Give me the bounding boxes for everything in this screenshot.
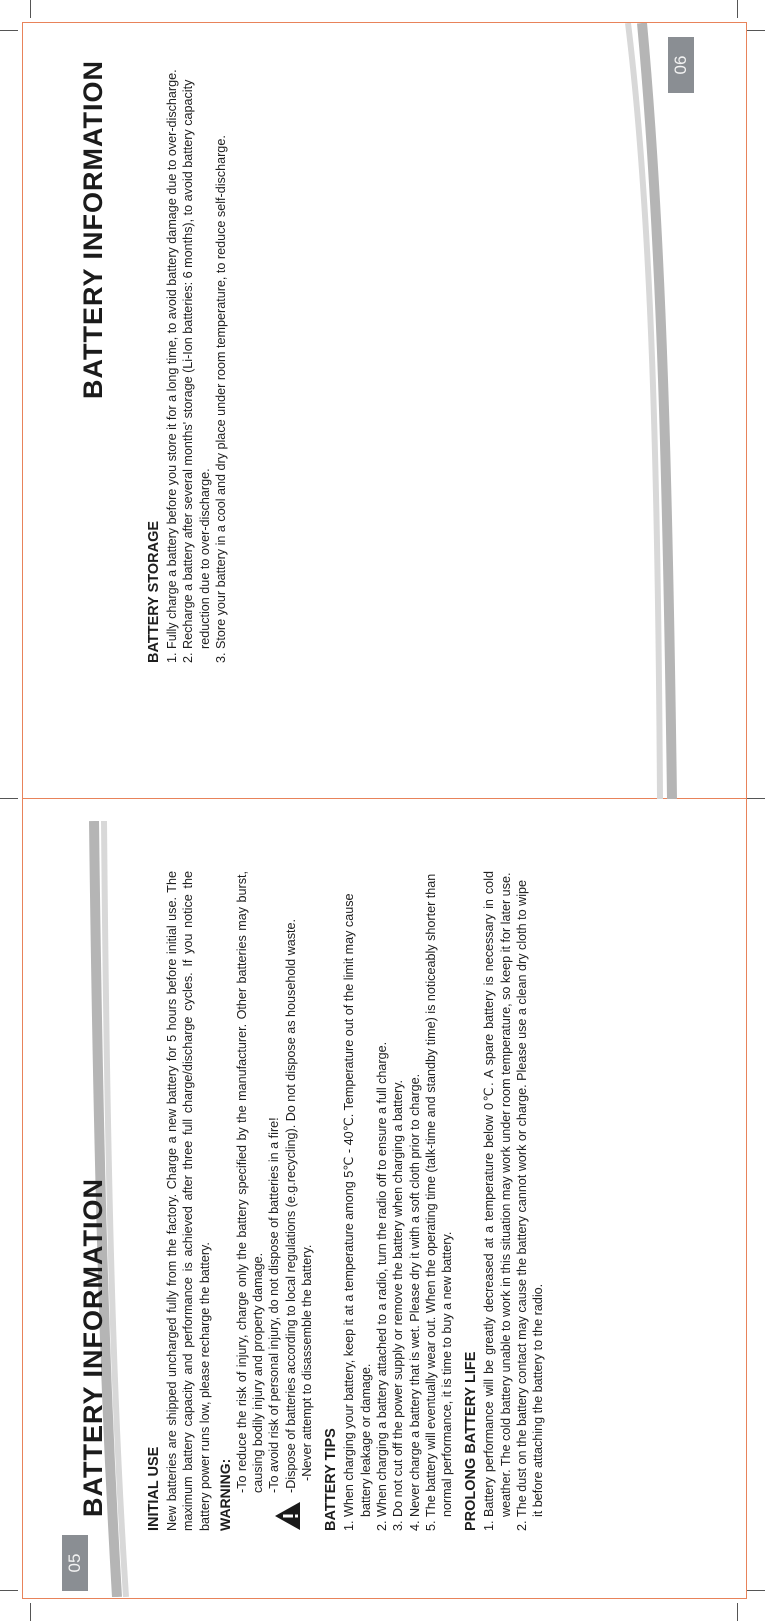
- warning-item: -To reduce the risk of injury, charge only the battery specified by the manufacturer. Other batteries may burst, causing bodily injury and property damage.: [234, 871, 266, 1493]
- list-item: 2. The dust on the battery contact may cause the battery cannot work or charge. Please use a clean dry cloth to wipe it before attaching the battery to the radio.: [515, 879, 546, 1531]
- page-06-body: [144, 43, 229, 663]
- page-06: [22, 23, 747, 799]
- crop-mark: [0, 798, 18, 799]
- warning-item: -Dispose of batteries according to local regulations (e.g.recycling). Do not dispose as household waste.: [283, 918, 298, 1493]
- page-title: BATTERY INFORMATION: [78, 60, 108, 399]
- list-item: 1. Fully charge a battery before you store it for a long time, to avoid battery damage due to over-discharge.: [165, 69, 179, 663]
- crop-mark: [0, 1590, 18, 1591]
- section-heading-initial-use: INITIAL USE: [146, 1446, 162, 1531]
- page-05: [22, 821, 747, 1597]
- warning-triangle-icon: [274, 1501, 301, 1531]
- page-title: BATTERY INFORMATION: [78, 1178, 108, 1517]
- warning-item: -Never attempt to disassemble the battery.: [300, 1244, 315, 1481]
- list-item: 5. The battery will eventually wear out. When the operating time (talk-time and standby time) is noticeably shorter than normal performance, it is time to buy a new battery.: [423, 873, 455, 1531]
- battery-tips-list: [341, 871, 455, 1531]
- crop-mark: [737, 0, 738, 18]
- crop-mark: [0, 30, 18, 31]
- warning-block: [234, 871, 315, 1531]
- section-heading-prolong-battery-life: PROLONG BATTERY LIFE: [463, 1351, 480, 1531]
- list-item: 1. Battery performance will be greatly decreased at a temperature below 0℃. A spare battery is necessary in cold weather. The cold battery unable to work in this situation may work under room temperature, so keep it for later use.: [482, 871, 513, 1531]
- section-heading-battery-tips: BATTERY TIPS: [323, 1428, 340, 1531]
- list-item: 3. Store your battery in a cool and dry place under room temperature, to reduce self-discharge.: [213, 135, 228, 663]
- crop-mark: [30, 0, 31, 18]
- crop-mark: [747, 798, 765, 799]
- list-item: 2. Recharge a battery after several months' storage (Li-Ion batteries: 6 months), to avoid battery capacity reduction due to over-discharge.: [181, 79, 212, 663]
- list-item: 1. When charging your battery, keep it at a temperature among 5℃ - 40℃. Temperature out of the limit may cause battery leakage or damage.: [342, 893, 373, 1531]
- list-item: 3. Do not cut off the power supply or remove the battery when charging a battery.: [391, 1079, 406, 1531]
- initial-use-text: New batteries are shipped uncharged fully from the factory. Charge a new battery for 5 hours before initial use. The maximum battery capacity and performance is achieved after three full charge/discharge cycles. If you notice the battery power runs low, please recharge the battery.: [165, 871, 212, 1531]
- page-number: 05: [62, 1535, 88, 1591]
- battery-storage-list: [164, 43, 229, 663]
- warning-heading: WARNING:: [216, 1458, 233, 1531]
- decorative-swoosh: [622, 23, 747, 799]
- crop-mark: [30, 1603, 31, 1621]
- crop-mark: [737, 1603, 738, 1621]
- warning-item: -To avoid risk of personal injury, do not dispose of batteries in a fire!: [267, 1117, 282, 1493]
- page-05-body: [144, 871, 547, 1531]
- crop-mark: [747, 30, 765, 31]
- page-number: 06: [668, 37, 694, 93]
- list-item: 4. Never charge a battery that is wet. Please dry it with a soft cloth prior to charge.: [407, 1073, 422, 1531]
- list-item: 2. When charging a battery attached to a radio, turn the radio off to ensure a full charge.: [374, 1041, 389, 1531]
- prolong-list: [481, 871, 546, 1531]
- crop-mark: [747, 1590, 765, 1591]
- section-heading-battery-storage: BATTERY STORAGE: [146, 520, 162, 663]
